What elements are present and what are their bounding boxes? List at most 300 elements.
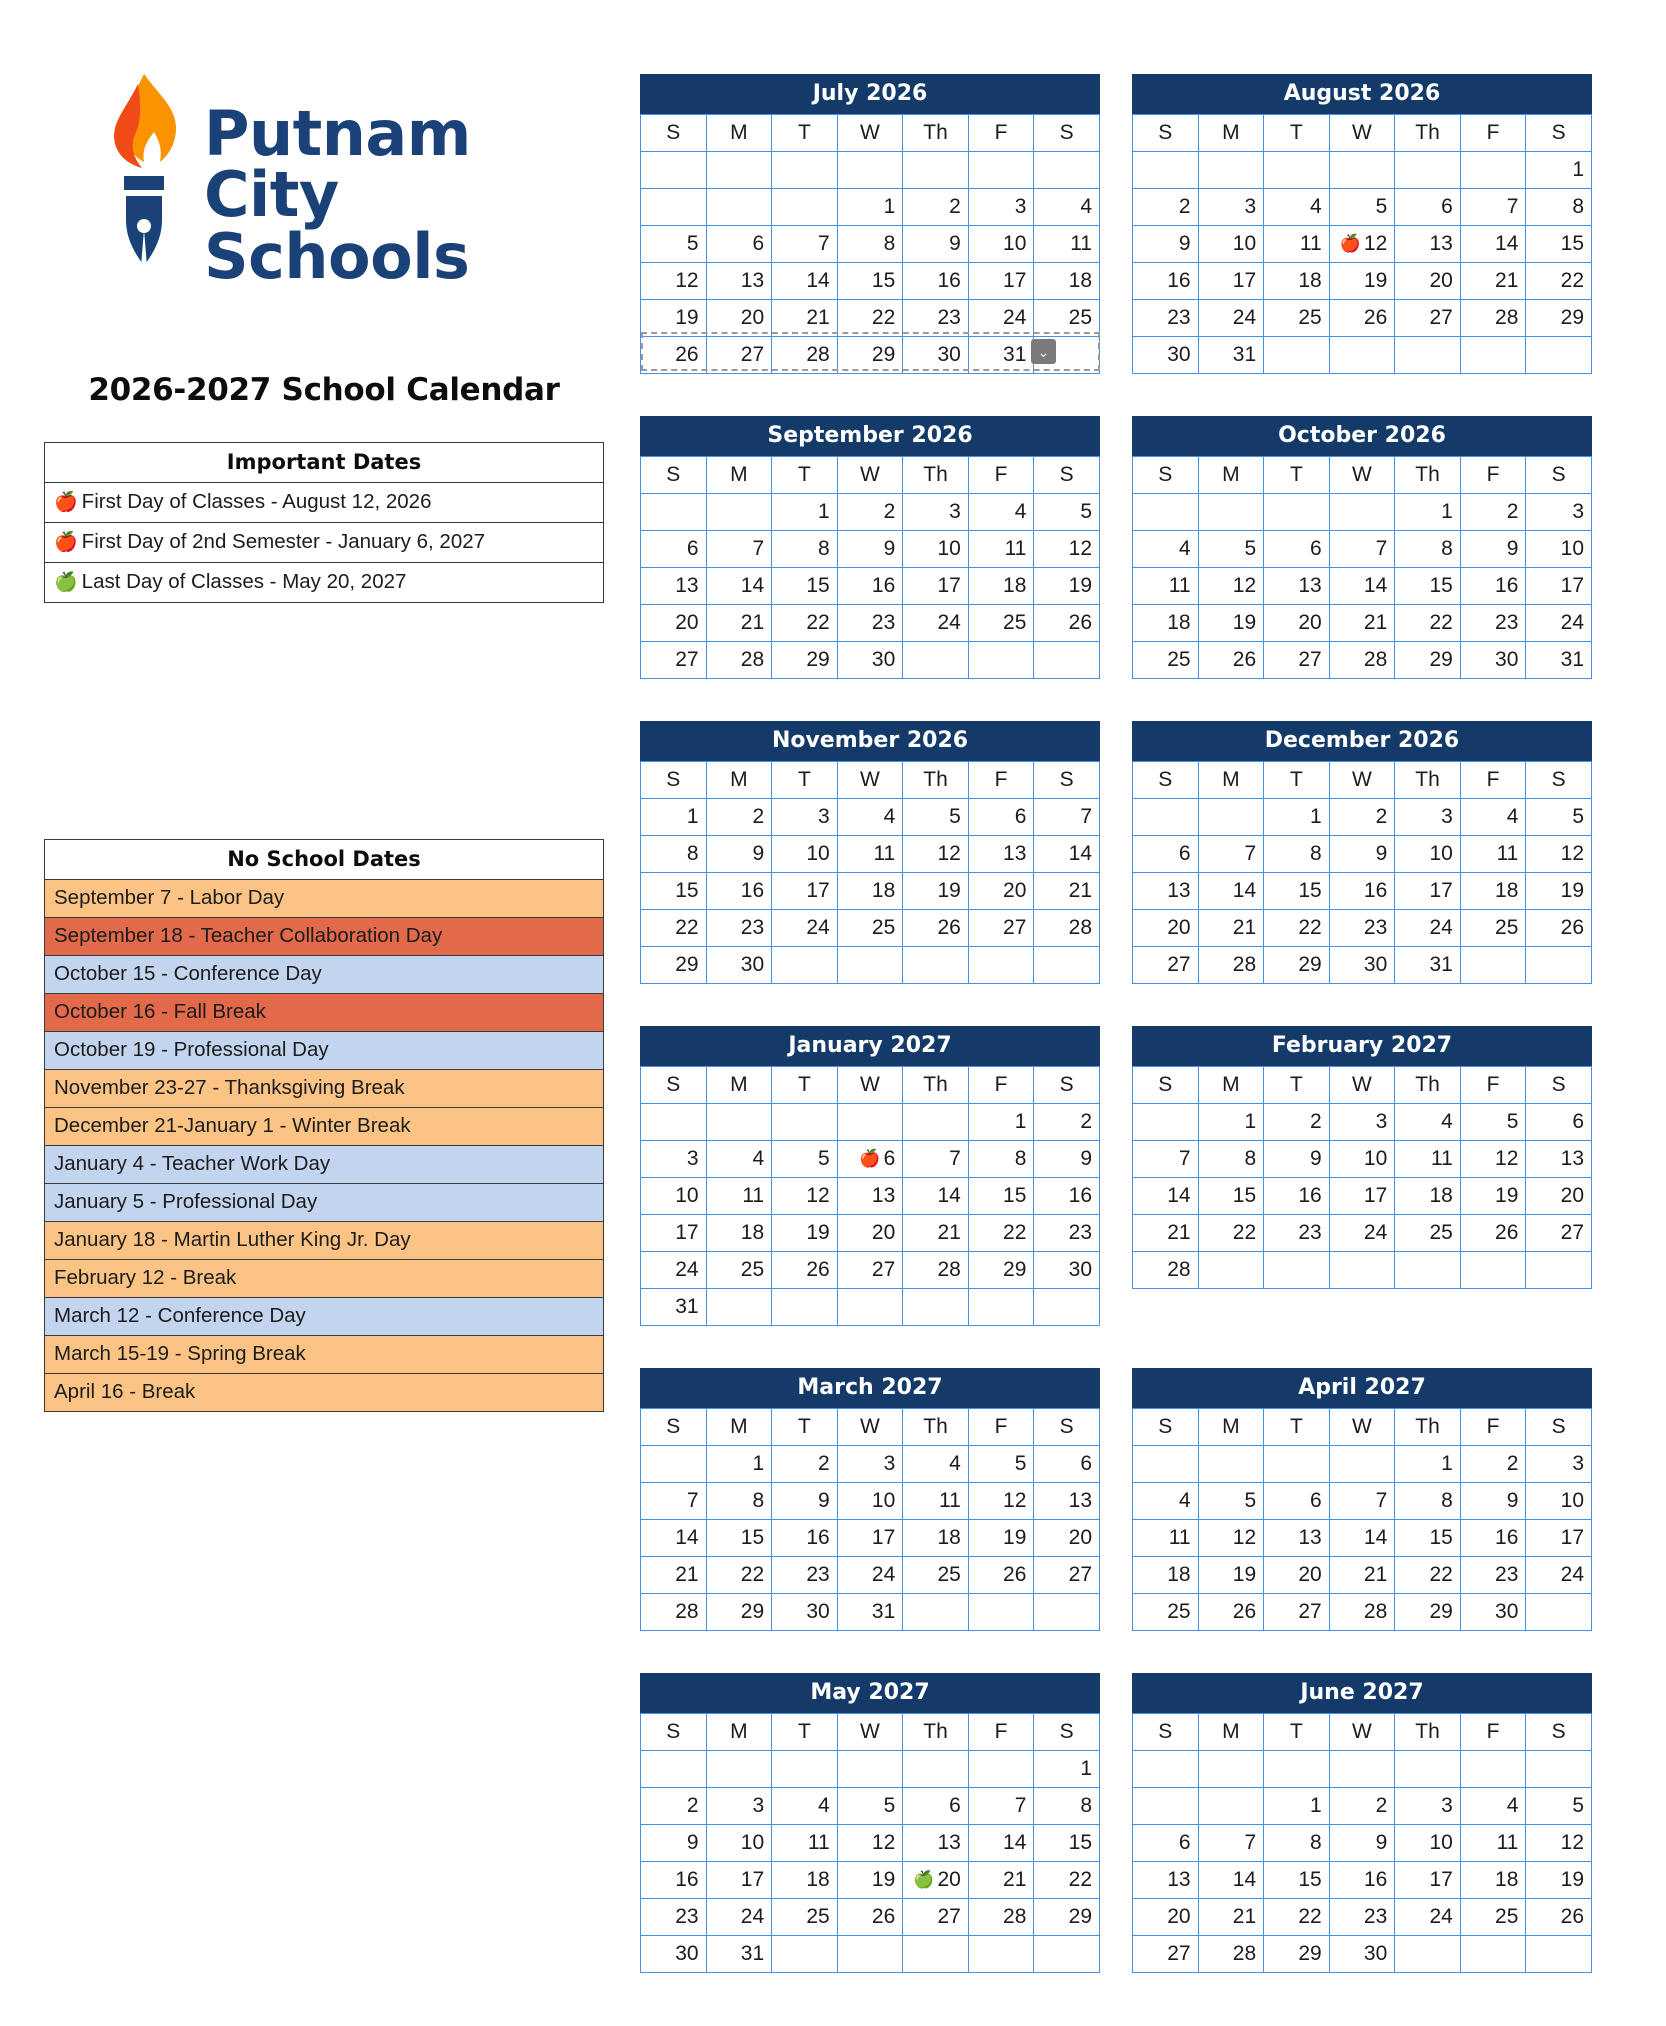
day-cell[interactable]	[1526, 1788, 1592, 1825]
day-cell[interactable]	[1264, 1141, 1330, 1178]
day-cell[interactable]	[772, 263, 838, 300]
day-cell[interactable]	[1264, 189, 1330, 226]
day-cell[interactable]	[837, 1788, 903, 1825]
day-cell[interactable]	[1526, 642, 1592, 679]
day-cell[interactable]	[772, 799, 838, 836]
day-cell[interactable]	[1198, 1594, 1264, 1631]
day-cell[interactable]	[1133, 1141, 1199, 1178]
day-cell[interactable]	[706, 1862, 772, 1899]
day-cell[interactable]	[1133, 1899, 1199, 1936]
day-cell[interactable]	[1395, 799, 1461, 836]
day-cell[interactable]	[1034, 1788, 1100, 1825]
day-cell[interactable]	[706, 300, 772, 337]
day-cell[interactable]	[1526, 910, 1592, 947]
day-cell[interactable]	[1395, 605, 1461, 642]
day-cell[interactable]	[968, 1252, 1034, 1289]
day-cell[interactable]	[641, 1594, 707, 1631]
day-cell[interactable]	[641, 300, 707, 337]
day-cell[interactable]	[1034, 1751, 1100, 1788]
day-cell[interactable]	[968, 1215, 1034, 1252]
day-cell[interactable]	[1034, 873, 1100, 910]
day-cell[interactable]	[1329, 1862, 1395, 1899]
day-cell[interactable]	[903, 836, 969, 873]
day-cell[interactable]	[1460, 1899, 1526, 1936]
day-cell[interactable]	[837, 1252, 903, 1289]
day-cell[interactable]	[903, 1825, 969, 1862]
day-cell[interactable]	[1329, 873, 1395, 910]
day-cell[interactable]	[706, 1788, 772, 1825]
day-cell[interactable]	[1460, 1788, 1526, 1825]
day-cell[interactable]	[706, 947, 772, 984]
day-cell[interactable]	[903, 189, 969, 226]
day-cell[interactable]	[837, 337, 903, 374]
day-cell[interactable]	[1133, 531, 1199, 568]
day-cell[interactable]	[772, 1557, 838, 1594]
day-cell[interactable]	[1264, 1594, 1330, 1631]
day-cell[interactable]	[837, 799, 903, 836]
day-cell[interactable]	[1034, 1104, 1100, 1141]
day-cell[interactable]	[1133, 300, 1199, 337]
day-cell[interactable]	[1460, 189, 1526, 226]
day-cell[interactable]	[1395, 531, 1461, 568]
day-cell[interactable]	[968, 1825, 1034, 1862]
day-cell[interactable]	[641, 1899, 707, 1936]
day-cell[interactable]	[1034, 568, 1100, 605]
day-cell[interactable]	[1395, 1520, 1461, 1557]
day-cell[interactable]	[1329, 1483, 1395, 1520]
day-cell[interactable]	[1329, 1178, 1395, 1215]
day-cell[interactable]	[1460, 226, 1526, 263]
chevron-down-icon[interactable]: ⌄	[1031, 339, 1056, 364]
day-cell[interactable]	[1526, 152, 1592, 189]
day-cell[interactable]	[772, 1215, 838, 1252]
day-cell[interactable]	[1460, 910, 1526, 947]
day-cell[interactable]	[1198, 1825, 1264, 1862]
day-cell[interactable]	[1395, 873, 1461, 910]
day-cell[interactable]	[1034, 531, 1100, 568]
day-cell[interactable]	[1526, 799, 1592, 836]
day-cell[interactable]	[1395, 1446, 1461, 1483]
day-cell[interactable]	[706, 226, 772, 263]
day-cell[interactable]	[1264, 1215, 1330, 1252]
day-cell[interactable]	[1395, 1825, 1461, 1862]
day-cell[interactable]	[1526, 1520, 1592, 1557]
day-cell[interactable]	[1395, 1594, 1461, 1631]
day-cell[interactable]	[1133, 947, 1199, 984]
day-cell[interactable]	[837, 263, 903, 300]
day-cell[interactable]	[1460, 568, 1526, 605]
day-cell[interactable]	[772, 910, 838, 947]
day-cell[interactable]	[1329, 1788, 1395, 1825]
day-cell[interactable]	[1198, 1483, 1264, 1520]
day-cell[interactable]	[1133, 226, 1199, 263]
day-cell[interactable]	[903, 1520, 969, 1557]
day-cell[interactable]	[1264, 263, 1330, 300]
day-cell[interactable]	[968, 1446, 1034, 1483]
day-cell[interactable]	[1034, 1178, 1100, 1215]
day-cell[interactable]	[1133, 1936, 1199, 1973]
day-cell[interactable]	[1133, 1520, 1199, 1557]
day-cell[interactable]	[1395, 568, 1461, 605]
day-cell[interactable]	[1526, 1141, 1592, 1178]
day-cell[interactable]	[903, 1483, 969, 1520]
day-cell[interactable]	[968, 226, 1034, 263]
day-cell[interactable]	[772, 1862, 838, 1899]
day-cell[interactable]	[1329, 568, 1395, 605]
day-cell[interactable]	[903, 1788, 969, 1825]
day-cell[interactable]	[772, 1178, 838, 1215]
day-cell[interactable]	[1264, 300, 1330, 337]
day-cell[interactable]	[772, 300, 838, 337]
day-cell[interactable]	[1198, 873, 1264, 910]
day-cell[interactable]	[1034, 1557, 1100, 1594]
day-cell[interactable]	[1395, 910, 1461, 947]
day-cell[interactable]	[903, 1899, 969, 1936]
day-cell[interactable]	[706, 1446, 772, 1483]
day-cell[interactable]	[1395, 1557, 1461, 1594]
day-cell[interactable]	[641, 1289, 707, 1326]
day-cell[interactable]	[1264, 947, 1330, 984]
day-cell[interactable]	[1133, 568, 1199, 605]
day-cell[interactable]	[968, 531, 1034, 568]
day-cell[interactable]	[1264, 1825, 1330, 1862]
day-cell[interactable]	[1264, 836, 1330, 873]
day-cell[interactable]	[1460, 531, 1526, 568]
day-cell[interactable]	[1264, 1788, 1330, 1825]
day-cell[interactable]	[1034, 1862, 1100, 1899]
day-cell[interactable]	[641, 1252, 707, 1289]
day-cell[interactable]	[706, 642, 772, 679]
day-cell[interactable]	[772, 1788, 838, 1825]
day-cell[interactable]	[772, 226, 838, 263]
day-cell[interactable]	[1034, 1520, 1100, 1557]
day-cell[interactable]	[968, 300, 1034, 337]
day-cell[interactable]	[1034, 494, 1100, 531]
day-cell[interactable]	[903, 1446, 969, 1483]
day-cell[interactable]	[837, 1899, 903, 1936]
day-cell[interactable]	[1460, 1215, 1526, 1252]
day-cell[interactable]	[968, 1899, 1034, 1936]
day-cell[interactable]	[1034, 226, 1100, 263]
day-cell[interactable]	[903, 300, 969, 337]
day-cell[interactable]	[1198, 836, 1264, 873]
day-cell[interactable]	[1526, 189, 1592, 226]
day-cell[interactable]	[1526, 1825, 1592, 1862]
day-cell[interactable]	[968, 263, 1034, 300]
day-cell[interactable]	[1395, 300, 1461, 337]
day-cell[interactable]	[1329, 1594, 1395, 1631]
day-cell[interactable]	[1526, 836, 1592, 873]
day-cell[interactable]	[706, 910, 772, 947]
day-cell[interactable]	[903, 337, 969, 374]
day-cell[interactable]	[968, 494, 1034, 531]
day-cell[interactable]	[903, 873, 969, 910]
day-cell[interactable]	[772, 1252, 838, 1289]
day-cell[interactable]	[1460, 1483, 1526, 1520]
day-cell[interactable]	[1329, 799, 1395, 836]
day-cell[interactable]	[706, 1520, 772, 1557]
day-cell[interactable]	[1526, 568, 1592, 605]
day-cell[interactable]	[1264, 1557, 1330, 1594]
day-cell[interactable]	[772, 873, 838, 910]
day-cell[interactable]	[837, 910, 903, 947]
day-cell[interactable]	[968, 1557, 1034, 1594]
day-cell[interactable]	[641, 226, 707, 263]
day-cell[interactable]	[706, 873, 772, 910]
day-cell[interactable]	[1395, 226, 1461, 263]
day-cell[interactable]	[641, 947, 707, 984]
day-cell[interactable]	[837, 605, 903, 642]
day-cell[interactable]	[772, 568, 838, 605]
day-cell[interactable]	[772, 1899, 838, 1936]
day-cell[interactable]	[1198, 947, 1264, 984]
day-cell[interactable]	[1264, 642, 1330, 679]
day-cell[interactable]	[1329, 1141, 1395, 1178]
day-cell[interactable]	[1133, 836, 1199, 873]
day-cell[interactable]	[837, 1141, 903, 1178]
day-cell[interactable]	[903, 1252, 969, 1289]
day-cell[interactable]	[1329, 605, 1395, 642]
day-cell[interactable]	[1526, 1862, 1592, 1899]
day-cell[interactable]	[903, 1215, 969, 1252]
day-cell[interactable]	[706, 1215, 772, 1252]
day-cell[interactable]	[1198, 300, 1264, 337]
day-cell[interactable]	[772, 337, 838, 374]
day-cell[interactable]	[641, 1862, 707, 1899]
day-cell[interactable]	[837, 1483, 903, 1520]
day-cell[interactable]	[1395, 263, 1461, 300]
day-cell[interactable]	[837, 1178, 903, 1215]
day-cell[interactable]	[1395, 1899, 1461, 1936]
day-cell[interactable]	[837, 494, 903, 531]
day-cell[interactable]	[1460, 494, 1526, 531]
day-cell[interactable]	[1264, 1104, 1330, 1141]
day-cell[interactable]	[1034, 189, 1100, 226]
day-cell[interactable]	[1133, 1862, 1199, 1899]
day-cell[interactable]	[1460, 799, 1526, 836]
day-cell[interactable]	[706, 1141, 772, 1178]
day-cell[interactable]	[903, 1141, 969, 1178]
day-cell[interactable]	[1264, 1862, 1330, 1899]
day-cell[interactable]	[641, 799, 707, 836]
day-cell[interactable]	[1264, 226, 1330, 263]
day-cell[interactable]	[903, 605, 969, 642]
day-cell[interactable]	[1198, 337, 1264, 374]
day-cell[interactable]	[1264, 1483, 1330, 1520]
day-cell[interactable]	[706, 1825, 772, 1862]
day-cell[interactable]	[1034, 1483, 1100, 1520]
day-cell[interactable]	[837, 1215, 903, 1252]
day-cell[interactable]	[1198, 910, 1264, 947]
day-cell[interactable]	[1460, 1825, 1526, 1862]
day-cell[interactable]	[1133, 1483, 1199, 1520]
day-cell[interactable]	[1133, 263, 1199, 300]
day-cell[interactable]	[1460, 300, 1526, 337]
day-cell[interactable]	[1329, 947, 1395, 984]
day-cell[interactable]	[641, 263, 707, 300]
day-cell[interactable]	[903, 1557, 969, 1594]
day-cell[interactable]	[968, 1788, 1034, 1825]
day-cell[interactable]	[1198, 226, 1264, 263]
day-cell[interactable]	[1198, 1520, 1264, 1557]
day-cell[interactable]	[1329, 189, 1395, 226]
day-cell[interactable]	[772, 531, 838, 568]
day-cell[interactable]	[772, 494, 838, 531]
day-cell[interactable]	[641, 531, 707, 568]
day-cell[interactable]	[641, 836, 707, 873]
day-cell[interactable]	[1460, 1520, 1526, 1557]
day-cell[interactable]	[837, 1825, 903, 1862]
day-cell[interactable]	[837, 1557, 903, 1594]
day-cell[interactable]	[641, 605, 707, 642]
day-cell[interactable]	[1329, 1520, 1395, 1557]
day-cell[interactable]	[641, 1825, 707, 1862]
day-cell[interactable]	[1526, 1899, 1592, 1936]
day-cell[interactable]	[706, 337, 772, 374]
day-cell[interactable]	[1329, 836, 1395, 873]
day-cell[interactable]	[1264, 1899, 1330, 1936]
day-cell[interactable]	[772, 1483, 838, 1520]
day-cell[interactable]	[1395, 1862, 1461, 1899]
day-cell[interactable]	[1526, 300, 1592, 337]
day-cell[interactable]	[1526, 1446, 1592, 1483]
day-cell[interactable]	[641, 642, 707, 679]
day-cell[interactable]	[1329, 531, 1395, 568]
day-cell[interactable]	[1329, 1104, 1395, 1141]
day-cell[interactable]	[1198, 568, 1264, 605]
day-cell[interactable]	[837, 836, 903, 873]
day-cell[interactable]	[1329, 1825, 1395, 1862]
day-cell[interactable]	[706, 568, 772, 605]
day-cell[interactable]	[1395, 1141, 1461, 1178]
day-cell[interactable]	[772, 1520, 838, 1557]
day-cell[interactable]	[1460, 263, 1526, 300]
day-cell[interactable]	[968, 836, 1034, 873]
day-cell[interactable]	[1395, 1788, 1461, 1825]
day-cell[interactable]	[641, 1483, 707, 1520]
day-cell[interactable]	[1133, 873, 1199, 910]
day-cell[interactable]	[968, 799, 1034, 836]
day-cell[interactable]	[1133, 910, 1199, 947]
day-cell[interactable]	[772, 1825, 838, 1862]
day-cell[interactable]	[1460, 1446, 1526, 1483]
day-cell[interactable]	[903, 263, 969, 300]
day-cell[interactable]	[903, 910, 969, 947]
day-cell[interactable]	[706, 1936, 772, 1973]
day-cell[interactable]	[1526, 1178, 1592, 1215]
day-cell[interactable]	[1264, 1520, 1330, 1557]
day-cell[interactable]	[968, 1141, 1034, 1178]
day-cell[interactable]	[1460, 1557, 1526, 1594]
day-cell[interactable]	[1460, 1862, 1526, 1899]
day-cell[interactable]	[706, 1899, 772, 1936]
day-cell[interactable]	[1264, 799, 1330, 836]
day-cell[interactable]	[1198, 1141, 1264, 1178]
day-cell[interactable]	[1460, 1141, 1526, 1178]
day-cell[interactable]	[1034, 1825, 1100, 1862]
day-cell[interactable]	[1526, 1483, 1592, 1520]
day-cell[interactable]	[968, 1520, 1034, 1557]
day-cell[interactable]	[1133, 1557, 1199, 1594]
day-cell[interactable]	[903, 1178, 969, 1215]
day-cell[interactable]	[968, 568, 1034, 605]
day-cell[interactable]	[1034, 263, 1100, 300]
day-cell[interactable]	[1034, 1141, 1100, 1178]
day-cell[interactable]	[968, 910, 1034, 947]
day-cell[interactable]	[1460, 1178, 1526, 1215]
day-cell[interactable]	[1526, 1557, 1592, 1594]
day-cell[interactable]	[837, 1520, 903, 1557]
day-cell[interactable]	[1526, 226, 1592, 263]
day-cell[interactable]	[1329, 1899, 1395, 1936]
day-cell[interactable]	[1198, 1899, 1264, 1936]
day-cell[interactable]	[1198, 605, 1264, 642]
day-cell[interactable]	[641, 1178, 707, 1215]
day-cell[interactable]	[1133, 642, 1199, 679]
day-cell[interactable]	[837, 531, 903, 568]
day-cell[interactable]	[1133, 1825, 1199, 1862]
day-cell[interactable]	[1460, 836, 1526, 873]
day-cell[interactable]	[641, 910, 707, 947]
day-cell[interactable]	[706, 836, 772, 873]
day-cell[interactable]	[641, 873, 707, 910]
day-cell[interactable]	[1460, 873, 1526, 910]
day-cell[interactable]	[1034, 1215, 1100, 1252]
day-cell[interactable]	[706, 799, 772, 836]
day-cell[interactable]	[1526, 494, 1592, 531]
day-cell[interactable]	[1264, 873, 1330, 910]
day-cell[interactable]	[1034, 799, 1100, 836]
day-cell[interactable]	[1329, 300, 1395, 337]
day-cell[interactable]	[968, 1483, 1034, 1520]
day-cell[interactable]	[772, 605, 838, 642]
day-cell[interactable]	[1395, 642, 1461, 679]
day-cell[interactable]	[1329, 1215, 1395, 1252]
day-cell[interactable]	[1034, 836, 1100, 873]
day-cell[interactable]	[706, 1178, 772, 1215]
day-cell[interactable]	[903, 568, 969, 605]
day-cell[interactable]	[1264, 1936, 1330, 1973]
day-cell[interactable]	[1133, 1594, 1199, 1631]
day-cell[interactable]	[1034, 300, 1100, 337]
day-cell[interactable]	[1395, 1215, 1461, 1252]
day-cell[interactable]	[1329, 642, 1395, 679]
day-cell[interactable]	[1526, 531, 1592, 568]
day-cell[interactable]	[706, 263, 772, 300]
day-cell[interactable]	[772, 836, 838, 873]
day-cell[interactable]	[903, 531, 969, 568]
day-cell[interactable]	[1460, 605, 1526, 642]
day-cell[interactable]	[641, 1788, 707, 1825]
day-cell[interactable]	[1460, 642, 1526, 679]
day-cell[interactable]	[1395, 1483, 1461, 1520]
day-cell[interactable]	[968, 873, 1034, 910]
day-cell[interactable]	[1526, 873, 1592, 910]
day-cell[interactable]	[837, 642, 903, 679]
day-cell[interactable]	[903, 1862, 969, 1899]
day-cell[interactable]	[1034, 910, 1100, 947]
day-cell[interactable]	[1264, 568, 1330, 605]
day-cell[interactable]	[1526, 605, 1592, 642]
day-cell[interactable]	[1133, 1215, 1199, 1252]
day-cell[interactable]	[903, 799, 969, 836]
day-cell[interactable]	[1133, 189, 1199, 226]
day-cell[interactable]	[968, 1862, 1034, 1899]
day-cell[interactable]	[1264, 1178, 1330, 1215]
day-cell[interactable]	[1395, 189, 1461, 226]
day-cell[interactable]	[1034, 1252, 1100, 1289]
day-cell[interactable]	[837, 300, 903, 337]
